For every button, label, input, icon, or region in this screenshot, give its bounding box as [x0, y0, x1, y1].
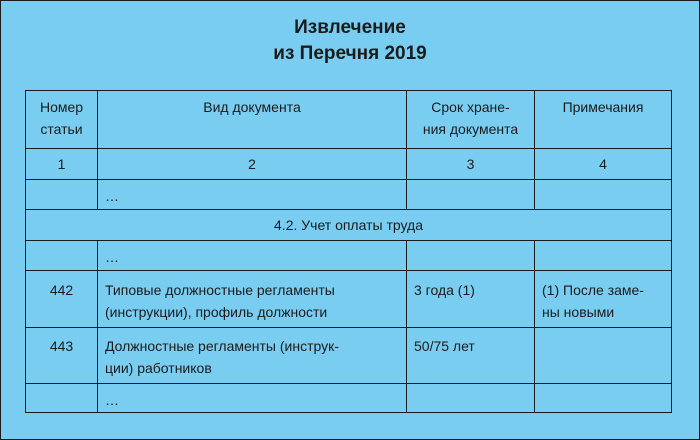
ellipsis-cell: … — [98, 180, 407, 210]
ellipsis-row — [26, 180, 672, 210]
header-notes: Примечания — [535, 91, 672, 149]
header-number: Номер статьи — [26, 91, 98, 149]
document-title — [1, 15, 699, 67]
document-type: Должностные регламенты (инструк- ции) работников — [98, 328, 407, 384]
header-retention: Срок хране- ния документа — [407, 91, 535, 149]
ellipsis-cell: … — [98, 241, 407, 271]
column-number-row — [26, 149, 672, 180]
header-doc-type: Вид документа — [98, 91, 407, 149]
col-number-1: 1 — [26, 149, 98, 180]
document-type: Типовые должностные регламенты (инструкции), профиль должности — [98, 271, 407, 328]
col-number-4: 4 — [535, 149, 672, 180]
title-line-2: из Перечня 2019 — [273, 43, 427, 64]
title-line-1: Извлечение — [294, 17, 406, 38]
col-number-3: 3 — [407, 149, 535, 180]
retention-table — [25, 90, 672, 413]
ellipsis-cell: … — [98, 384, 407, 413]
article-number: 442 — [26, 271, 98, 328]
section-row — [26, 210, 672, 241]
col-number-2: 2 — [98, 149, 407, 180]
table-row — [26, 328, 672, 384]
note: (1) После заме- ны новыми — [535, 271, 672, 328]
ellipsis-row — [26, 384, 672, 413]
article-number: 443 — [26, 328, 98, 384]
ellipsis-row — [26, 241, 672, 271]
table-row — [26, 271, 672, 328]
retention-period: 3 года (1) — [407, 271, 535, 328]
note — [535, 328, 672, 384]
table-header-row — [26, 91, 672, 149]
section-title: 4.2. Учет оплаты труда — [26, 210, 672, 241]
retention-period: 50/75 лет — [407, 328, 535, 384]
